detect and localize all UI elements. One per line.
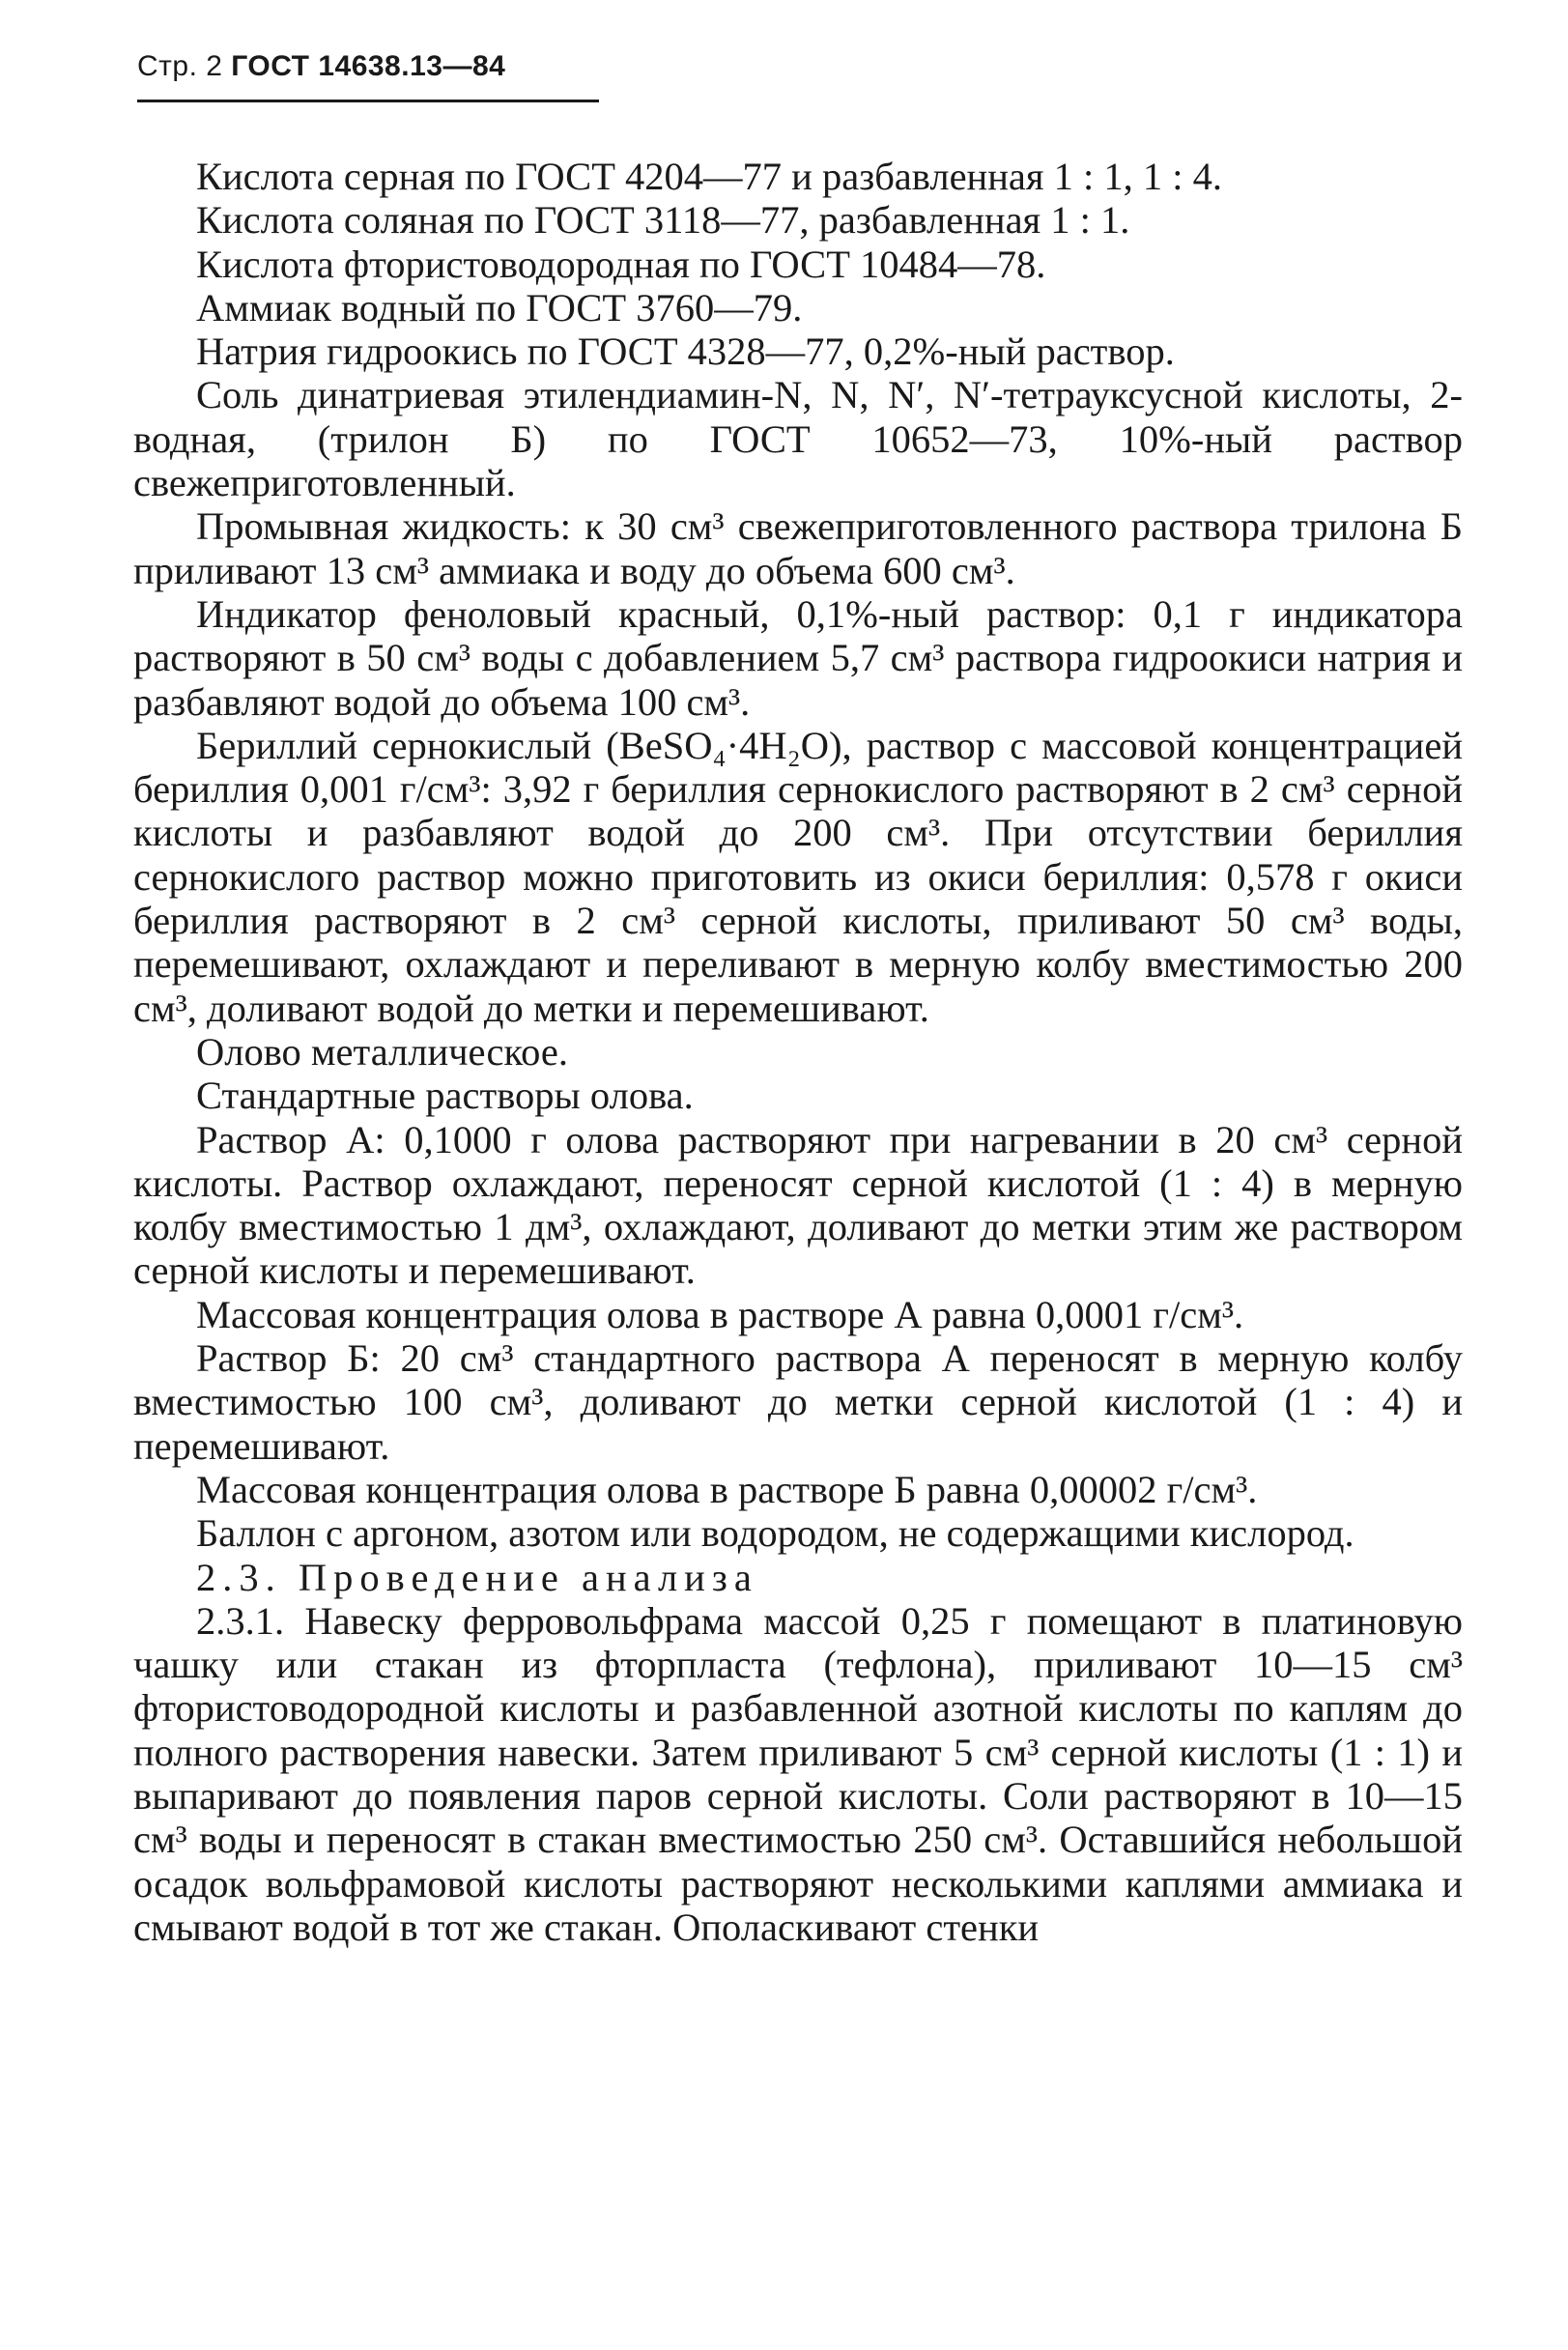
- paragraph-tin-standards: Стандартные растворы олова.: [196, 1074, 694, 1118]
- paragraph-solution-a: Раствор А: 0,1000 г олова растворяют при нагревании в 20 см³ серной кислоты. Раствор охлаждают, переносят серной кислотой (1 : 4) в мерную колбу вместимостью 1 дм³, охлаждают, доливают до метки этим же раствором серной кислоты и перемешивают.: [133, 1117, 1463, 1293]
- body-text: [133, 155, 1463, 1949]
- paragraph-sulfuric-acid: Кислота серная по ГОСТ 4204—77 и разбавленная 1 : 1, 1 : 4.: [196, 155, 1223, 198]
- standard-number: ГОСТ 14638.13—84: [231, 50, 506, 82]
- paragraph-beryllium-sulfate: Бериллий сернокислый (BeSO₄·4H₂O), раствор с массовой концентрацией бериллия 0,001 г/см³: 3,92 г бериллия сернокислого растворяют в 2 см³ серной кислоты и разбавляют водой до 200 см³. При отсутствии бериллия сернокислого раствор можно приготовить из окиси бериллия: 0,578 г окиси бериллия растворяют в 2 см³ серной кислоты, приливают 50 см³ воды, перемешивают, охлаждают и переливают в мерную колбу вместимостью 200 см³, доливают водой до метки и перемешивают.: [133, 723, 1463, 1030]
- paragraph-wash-liquid: Промывная жидкость: к 30 см³ свежеприготовленного раствора трилона Б приливают 13 см³ аммиака и воду до объема 600 см³.: [133, 504, 1463, 592]
- paragraph-solution-b-concentration: Массовая концентрация олова в растворе Б равна 0,00002 г/см³.: [196, 1467, 1258, 1511]
- paragraph-hydrochloric-acid: Кислота соляная по ГОСТ 3118—77, разбавленная 1 : 1.: [196, 198, 1130, 243]
- paragraph-trilon-b: Соль динатриевая этилендиамин-N, N, N′, N′-тетрауксусной кислоты, 2-водная, (трилон Б) по ГОСТ 10652—73, 10%-ный раствор свежеприготовленный.: [133, 373, 1463, 505]
- paragraph-gas-cylinder: Баллон с аргоном, азотом или водородом, не содержащими кислород.: [196, 1511, 1354, 1556]
- paragraph-phenol-red-indicator: Индикатор феноловый красный, 0,1%-ный раствор: 0,1 г индикатора растворяют в 50 см³ воды с добавлением 5,7 см³ раствора гидроокиси натрия и разбавляют водой до объема 100 см³.: [133, 591, 1463, 724]
- paragraph-hydrofluoric-acid: Кислота фтористоводородная по ГОСТ 10484—78.: [196, 242, 1046, 286]
- paragraph-ammonia: Аммиак водный по ГОСТ 3760—79.: [196, 285, 803, 330]
- paragraph-solution-b: Раствор Б: 20 см³ стандартного раствора А переносят в мерную колбу вместимостью 100 см³, доливают до метки серной кислотой (1 : 4) и перемешивают.: [133, 1336, 1463, 1468]
- paragraph-tin-metal: Олово металлическое.: [196, 1029, 568, 1074]
- header-rule: [137, 100, 599, 102]
- paragraph-solution-a-concentration: Массовая концентрация олова в растворе А равна 0,0001 г/см³.: [196, 1292, 1244, 1336]
- paragraph-sodium-hydroxide: Натрия гидроокись по ГОСТ 4328—77, 0,2%-ный раствор.: [196, 330, 1175, 374]
- page-number: Стр. 2: [137, 50, 223, 82]
- section-heading-analysis: 2.3. Проведение анализа: [196, 1555, 758, 1599]
- paragraph-procedure-2-3-1: 2.3.1. Навеску ферровольфрама массой 0,25 г помещают в платиновую чашку или стакан из фторпласта (тефлона), приливают 10—15 см³ фтористоводородной кислоты и разбавленной азотной кислоты по каплям до полного растворения навески. Затем приливают 5 см³ серной кислоты (1 : 1) и выпаривают до появления паров серной кислоты. Соли растворяют в 10—15 см³ воды и переносят в стакан вместимостью 250 см³. Оставшийся небольшой осадок вольфрамовой кислоты растворяют несколькими каплями аммиака и смывают водой в тот же стакан. Ополаскивают стенки: [133, 1598, 1463, 1949]
- page-header: [137, 50, 505, 83]
